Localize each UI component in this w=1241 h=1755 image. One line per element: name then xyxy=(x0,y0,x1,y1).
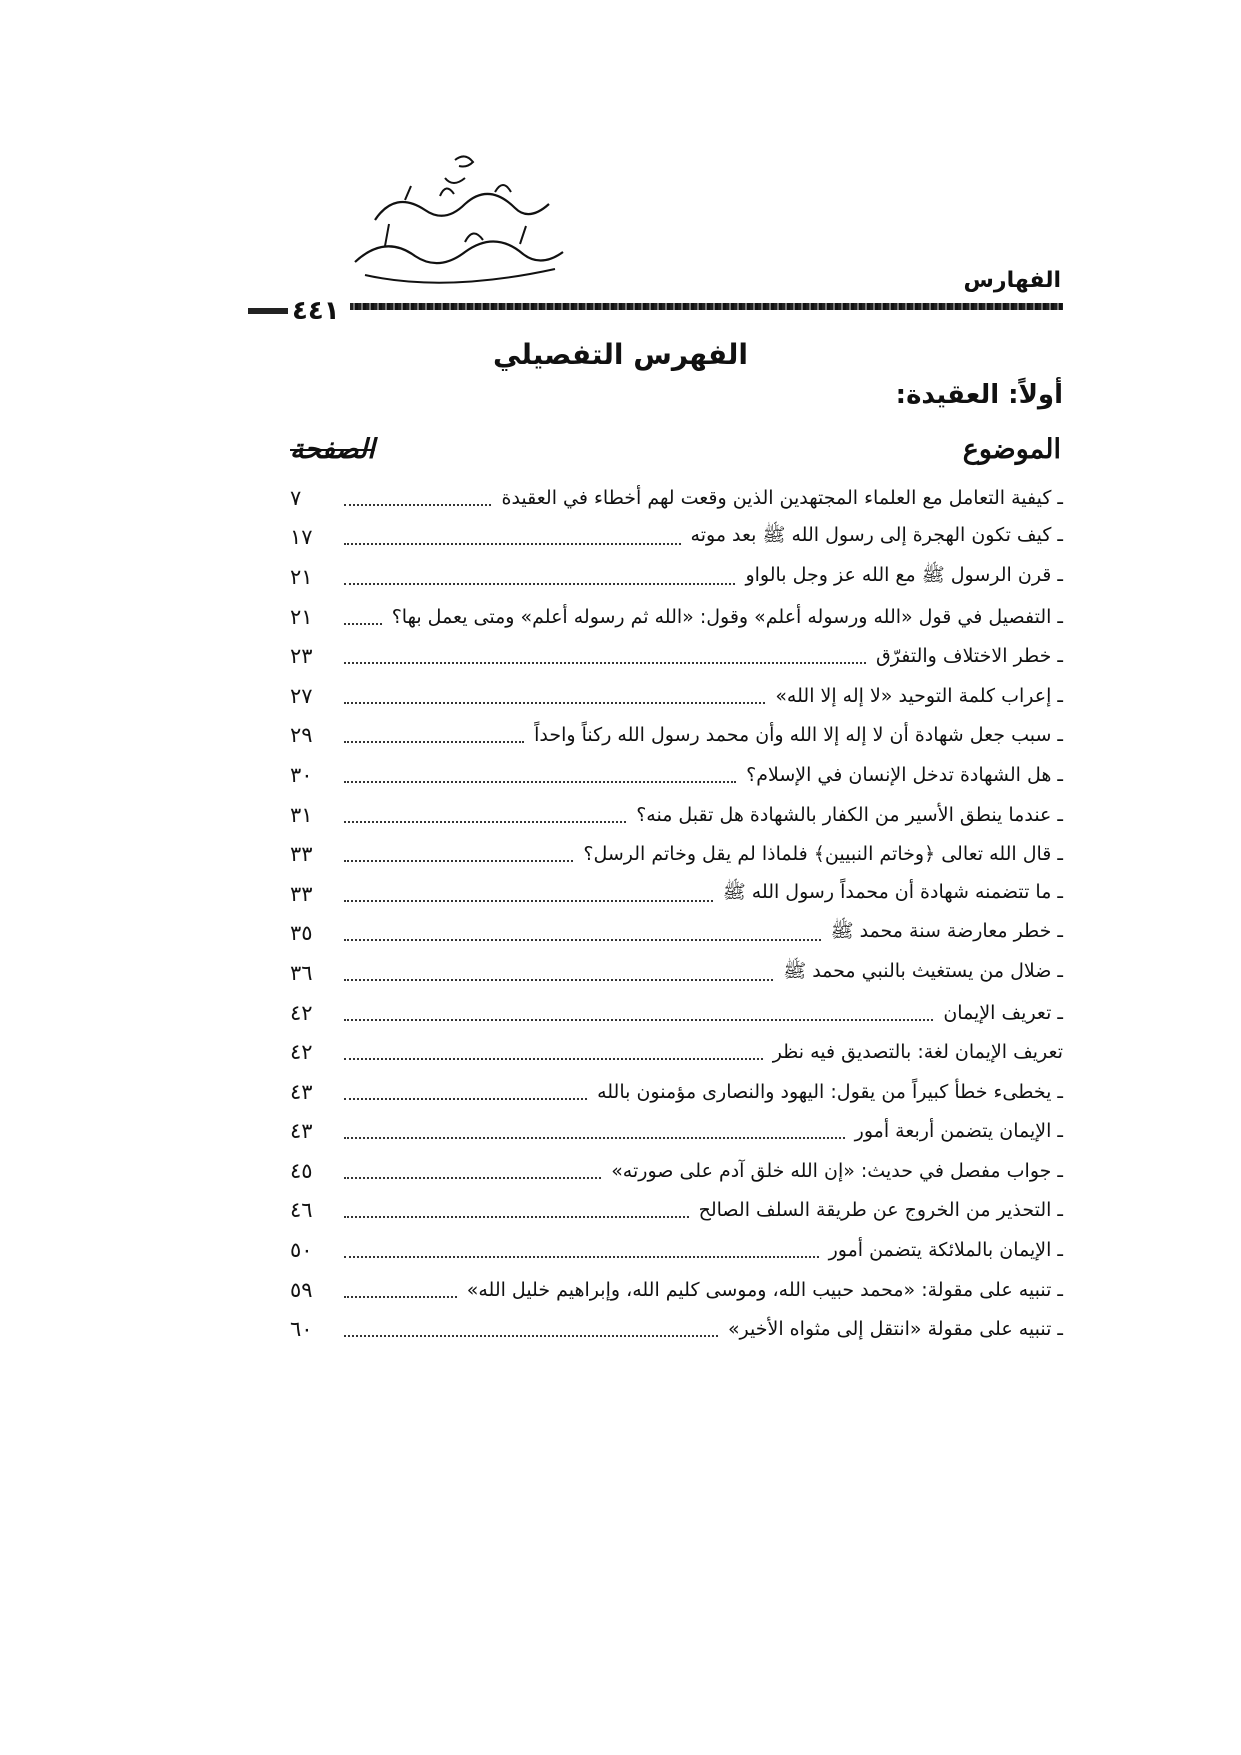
leader-dots xyxy=(344,965,773,981)
toc-entry-text: ـ التحذير من الخروج عن طريقة السلف الصالح xyxy=(698,1199,1063,1222)
column-header-page: الصفحة xyxy=(290,434,375,465)
toc-entry-page: ٤٥ xyxy=(290,1158,313,1183)
toc-entry-page: ٤٣ xyxy=(290,1079,313,1104)
leader-dots xyxy=(344,1321,718,1337)
toc-entry[interactable] xyxy=(290,1032,1063,1072)
toc-entry-text: ـ عندما ينطق الأسير من الكفار بالشهادة هل تقبل منه؟ xyxy=(636,803,1063,826)
toc-entry[interactable] xyxy=(290,1191,1063,1231)
toc-entry-page: ٢٩ xyxy=(290,723,313,748)
leader-dots xyxy=(344,1044,763,1060)
toc-entry[interactable] xyxy=(290,834,1063,874)
toc-entry-text: ـ ضلال من يستغيث بالنبي محمد ﷺ xyxy=(783,959,1063,982)
calligraphy-stamp xyxy=(345,150,575,300)
leader-dots xyxy=(344,727,524,743)
leader-dots xyxy=(344,609,382,625)
leader-dots xyxy=(344,807,626,823)
toc-entry[interactable] xyxy=(290,914,1063,954)
toc-entry-page: ٦٠ xyxy=(290,1317,313,1342)
toc-entry-page: ١٧ xyxy=(290,525,313,550)
toc-entry-text: ـ خطر الاختلاف والتفرّق xyxy=(876,645,1063,668)
section-heading: أولاً: العقيدة: xyxy=(895,380,1063,410)
toc-entry-text: ـ تنبيه على مقولة: «محمد حبيب الله، وموسى كليم الله، وإبراهيم خليل الله» xyxy=(466,1278,1063,1301)
toc-entry[interactable] xyxy=(290,478,1063,518)
toc-entry-page: ٥٩ xyxy=(290,1277,313,1302)
header-rule xyxy=(350,303,1063,310)
toc-entry-page: ٣٦ xyxy=(290,960,313,985)
leader-dots xyxy=(344,846,573,862)
toc-entry-text: ـ ما تتضمنه شهادة أن محمداً رسول الله ﷺ xyxy=(722,880,1063,903)
toc-entry-text: ـ قرن الرسول ﷺ مع الله عز وجل بالواو xyxy=(745,563,1063,586)
toc-entry-page: ٧ xyxy=(290,485,302,510)
toc-entry-text: ـ خطر معارضة سنة محمد ﷺ xyxy=(830,920,1063,943)
toc-entry-text: ـ قال الله تعالى ﴿وخاتم النبيين﴾ فلماذا لم يقل وخاتم الرسل؟ xyxy=(583,843,1063,866)
leader-dots xyxy=(344,1282,457,1298)
page-title: الفهرس التفصيلي xyxy=(492,338,749,371)
toc-entry[interactable] xyxy=(290,1112,1063,1152)
toc-entry-text: ـ إعراب كلمة التوحيد «لا إله إلا الله» xyxy=(775,684,1063,707)
toc-entry[interactable] xyxy=(290,557,1063,597)
toc-entry[interactable] xyxy=(290,636,1063,676)
toc-entry-page: ٤٣ xyxy=(290,1119,313,1144)
leader-dots xyxy=(344,925,821,941)
toc-entry[interactable] xyxy=(290,993,1063,1033)
toc-entry-text: ـ جواب مفصل في حديث: «إن الله خلق آدم على صورته» xyxy=(611,1159,1063,1182)
leader-dots xyxy=(344,648,866,664)
toc-entry[interactable] xyxy=(290,1309,1063,1349)
toc-entry[interactable] xyxy=(290,874,1063,914)
toc-entry-text: ـ تعريف الإيمان xyxy=(943,1001,1063,1024)
toc-entry-text: ـ هل الشهادة تدخل الإنسان في الإسلام؟ xyxy=(746,763,1063,786)
toc-entry-page: ٤٢ xyxy=(290,1040,313,1065)
toc-list xyxy=(290,478,1063,1349)
toc-entry-page: ٢١ xyxy=(290,604,313,629)
toc-entry[interactable] xyxy=(290,953,1063,993)
toc-entry-text: تعريف الإيمان لغة: بالتصديق فيه نظر xyxy=(772,1041,1063,1064)
toc-entry-page: ٢٣ xyxy=(290,644,313,669)
leader-dots xyxy=(344,1242,819,1258)
toc-entry-text: ـ التفصيل في قول «الله ورسوله أعلم» وقول: «الله ثم رسوله أعلم» ومتى يعمل بها؟ xyxy=(391,605,1063,628)
toc-entry-page: ٣١ xyxy=(290,802,313,827)
toc-entry-page: ٤٦ xyxy=(290,1198,313,1223)
leader-dots xyxy=(344,1163,601,1179)
toc-entry-page: ٤٢ xyxy=(290,1000,313,1025)
running-header-title: الفهارس xyxy=(963,268,1061,293)
leader-dots xyxy=(344,688,765,704)
leader-dots xyxy=(344,1202,689,1218)
toc-entry-text: ـ كيف تكون الهجرة إلى رسول الله ﷺ بعد موته xyxy=(690,524,1063,547)
toc-entry-page: ٣٣ xyxy=(290,881,313,906)
toc-entry-text: ـ الإيمان يتضمن أربعة أمور xyxy=(854,1120,1063,1143)
leader-dots xyxy=(344,569,735,585)
toc-entry-page: ٣٠ xyxy=(290,762,313,787)
toc-entry-page: ٢٧ xyxy=(290,683,313,708)
toc-entry[interactable] xyxy=(290,518,1063,558)
leader-dots xyxy=(344,529,681,545)
toc-entry[interactable] xyxy=(290,795,1063,835)
toc-entry[interactable] xyxy=(290,1151,1063,1191)
toc-entry-page: ٣٥ xyxy=(290,921,313,946)
toc-entry-text: ـ يخطىء خطأ كبيراً من يقول: اليهود والنصارى مؤمنون بالله xyxy=(597,1080,1063,1103)
toc-entry[interactable] xyxy=(290,755,1063,795)
toc-entry[interactable] xyxy=(290,676,1063,716)
toc-entry-page: ٢١ xyxy=(290,564,313,589)
toc-entry-text: ـ تنبيه على مقولة «انتقل إلى مثواه الأخير» xyxy=(727,1318,1063,1341)
toc-entry-text: ـ سبب جعل شهادة أن لا إله إلا الله وأن محمد رسول الله ركناً واحداً xyxy=(534,724,1063,747)
toc-entry[interactable] xyxy=(290,1270,1063,1310)
page-number: ٤٤١ xyxy=(292,296,340,326)
toc-entry[interactable] xyxy=(290,1230,1063,1270)
leader-dots xyxy=(344,767,736,783)
toc-entry-page: ٣٣ xyxy=(290,842,313,867)
calligraphy-stamp-image xyxy=(345,150,575,300)
column-header-subject: الموضوع xyxy=(962,434,1061,465)
leader-dots xyxy=(344,1005,933,1021)
toc-entry[interactable] xyxy=(290,597,1063,637)
leader-dots xyxy=(344,1084,587,1100)
toc-entry[interactable] xyxy=(290,1072,1063,1112)
leader-dots xyxy=(344,886,713,902)
header-rule-end xyxy=(248,308,288,314)
leader-dots xyxy=(344,1123,845,1139)
toc-entry[interactable] xyxy=(290,716,1063,756)
toc-entry-text: ـ الإيمان بالملائكة يتضمن أمور xyxy=(828,1239,1063,1262)
leader-dots xyxy=(344,490,491,506)
toc-entry-text: ـ كيفية التعامل مع العلماء المجتهدين الذين وقعت لهم أخطاء في العقيدة xyxy=(501,486,1063,509)
toc-entry-page: ٥٠ xyxy=(290,1238,313,1263)
